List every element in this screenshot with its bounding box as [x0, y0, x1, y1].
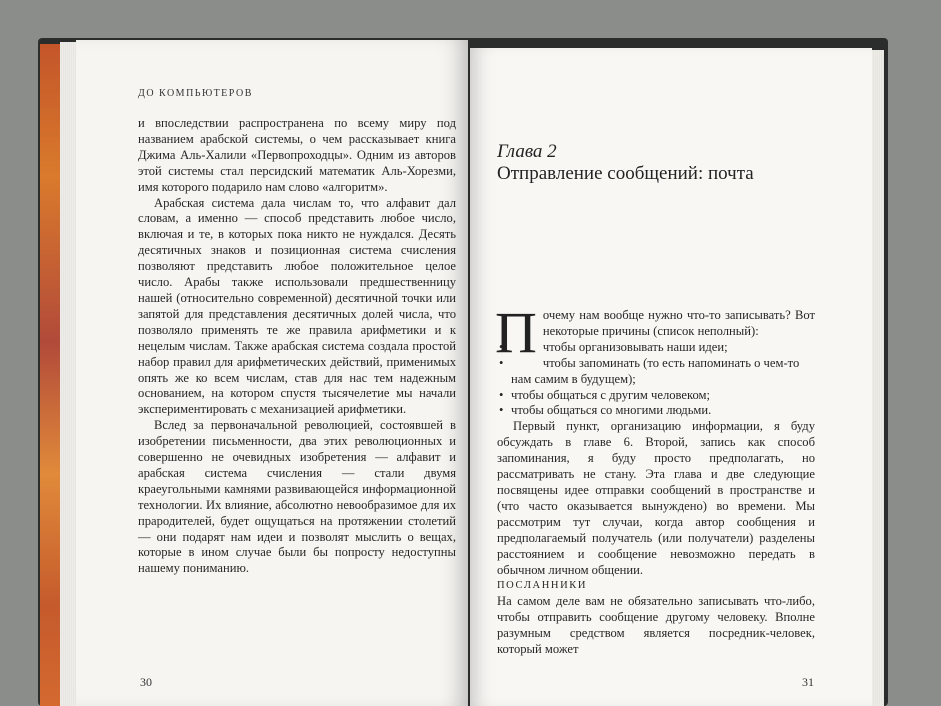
- section-heading: ПОСЛАННИКИ: [497, 580, 588, 592]
- drop-cap: П: [495, 300, 537, 365]
- paragraph: На самом деле вам не обязательно записывать что-либо, чтобы отправить сообщение другому человеку. Вполне разумным средством является посредник-человек, который может: [497, 594, 815, 657]
- chapter-number: Глава 2: [497, 141, 557, 162]
- paragraph: Арабская система дала числам то, что алфавит дал словам, а именно — способ представить любое число, включая и те, в которых пока никто не нуждался. Десять десятичных знаков и позиционная система счисления позволяют представить любое положительное целое число. Арабы также использовали предшественницу нашей (относительно современной) десятичной точки или запятой для представления десятичных долей числа, что позволяло применять те же правила арифметики и к нецелым числам. Также арабская система создала простой набор правил для арифметических действий, применимых опять же ко всем числам, став для нас тем надежным основанием, на котором спустя тысячелетие мы начали экспериментировать с механизацией арифметики.: [138, 195, 456, 417]
- right-page: [470, 48, 872, 706]
- list-item: • чтобы общаться со многими людьми.: [497, 403, 815, 419]
- running-head: ДО КОМПЬЮТЕРОВ: [138, 88, 253, 99]
- paragraph: и впоследствии распространена по всему миру под названием арабской системы, о чем рассказывает книга Джима Аль-Халили «Первопроходцы». Одним из авторов этой системы стал персидский математик Аль-Хорезми, имя которого подарило нам слово «алгоритм».: [138, 116, 456, 194]
- list-item: • чтобы организовывать наши идеи;: [497, 340, 815, 356]
- chapter-title: Отправление сообщений: почта: [497, 163, 754, 184]
- left-body-text: [138, 116, 456, 577]
- page-number: 30: [140, 675, 152, 689]
- intro-text: очему нам вообще нужно что-то записывать? Вот некоторые причины (список неполный):: [542, 308, 815, 338]
- list-item: • чтобы общаться с другим человеком;: [497, 388, 815, 404]
- paragraph: Первый пункт, организацию информации, я буду обсуждать в главе 6. Второй, запись как способ запоминания, я буду просто предполагать, но рассматривать не стану. Эта глава и две следующие посвящены идее отправки сообщений в пространстве и (что часто оказывается вынуждено) во времени. Мы рассмотрим тут случаи, когда автор сообщения и предполагаемый получатель (или получатели) разделены расстоянием и сообщение невозможно передать в обычном личном общении.: [497, 419, 815, 577]
- left-page: [76, 40, 468, 706]
- page-number: 31: [802, 675, 814, 689]
- right-body-text: [495, 300, 815, 658]
- paragraph: Вслед за первоначальной революцией, состоявшей в изобретении письменности, два этих революционных и совершенно не очевидных изобретения — алфавит и арабская система счисления — стали двумя краеугольными камнями развивающейся информационной технологии. Их влияние, абсолютно невообразимое для их прародителей, будет ощущаться на протяжении столетий — они подарят нам идеи и позволят мыслить о вещах, которые в ином случае были бы попросту недоступны нашему пониманию.: [138, 418, 456, 576]
- list-item: • чтобы запоминать (то есть напоминать о чем-то нам самим в будущем);: [497, 356, 815, 388]
- reasons-list: [497, 340, 815, 420]
